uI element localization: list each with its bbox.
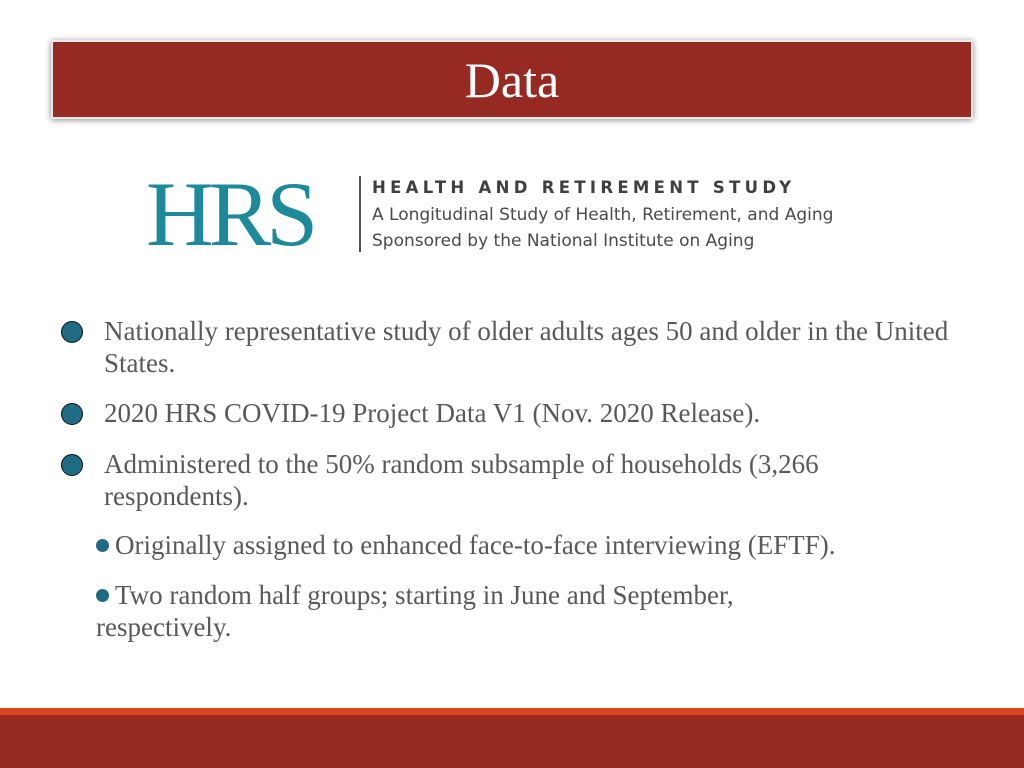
sub-bullet-item (96, 529, 946, 561)
sub-bullet-dot (96, 589, 109, 602)
sub-bullet-text: Originally assigned to enhanced face-to-face interviewing (EFTF). (115, 530, 836, 560)
hrs-logo (146, 163, 886, 265)
sub-bullet-item (96, 579, 856, 643)
logo-divider (359, 176, 361, 252)
footer-accent-line (0, 708, 1024, 715)
footer-bar (0, 715, 1024, 768)
sub-bullet-dot (96, 539, 109, 552)
bullet-item: 2020 HRS COVID-19 Project Data V1 (Nov. 2020 Release). (104, 398, 761, 428)
bullet-item: Nationally representative study of older adults ages 50 and older in the United States. (104, 316, 949, 378)
logo-mark: HRS (146, 163, 314, 265)
sub-bullet-text: Two random half groups; starting in June and September, respectively. (96, 580, 734, 642)
logo-subtitle: A Longitudinal Study of Health, Retirement, and Aging (372, 205, 834, 225)
logo-sponsor: Sponsored by the National Institute on Aging (372, 231, 755, 251)
logo-title: HEALTH AND RETIREMENT STUDY (372, 178, 796, 197)
bullet-dot (61, 403, 83, 425)
bullet-item: Administered to the 50% random subsample of households (3,266 respondents). (104, 449, 819, 511)
slide-title: Data (464, 52, 560, 108)
title-bar (51, 40, 973, 119)
bullet-dot (61, 321, 83, 343)
bullet-dot (61, 454, 83, 476)
